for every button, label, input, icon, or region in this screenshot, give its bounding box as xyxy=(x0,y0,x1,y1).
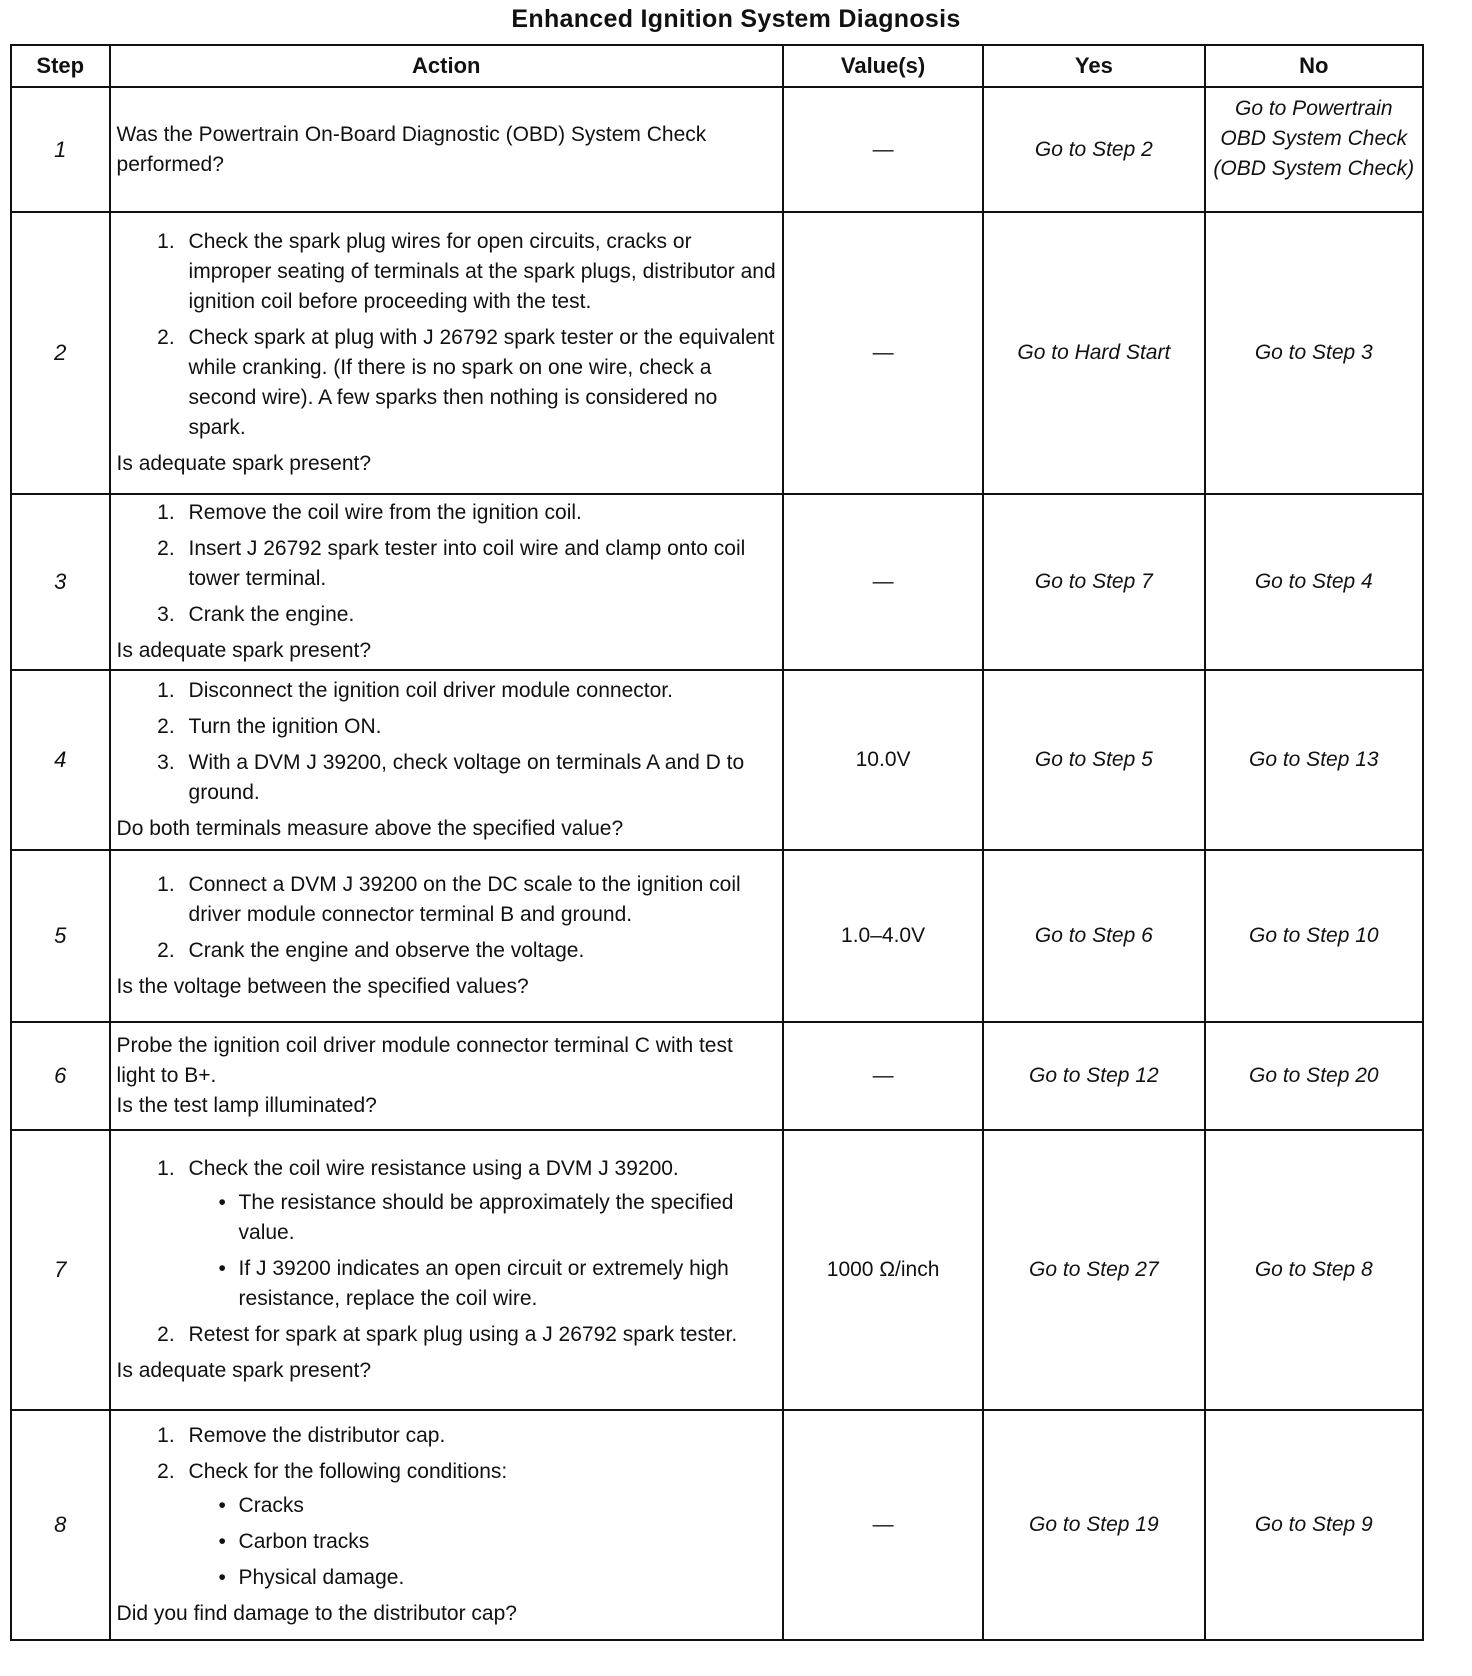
header-values: Value(s) xyxy=(783,45,983,87)
action-cell xyxy=(110,87,783,212)
table-row xyxy=(11,850,1423,1022)
yes-cell: Go to Step 27 xyxy=(983,1130,1204,1410)
no-cell: Go to Powertrain OBD System Check (OBD System Check) xyxy=(1205,87,1423,212)
table-header-row xyxy=(11,45,1423,87)
action-step-text: Check the coil wire resistance using a DVM J 39200. xyxy=(188,1157,679,1180)
action-step xyxy=(181,1457,776,1593)
action-steps-list xyxy=(117,227,776,443)
document-title: Enhanced Ignition System Diagnosis xyxy=(511,5,961,33)
action-substep: • Carbon tracks xyxy=(219,1527,776,1557)
yes-cell: Go to Step 6 xyxy=(983,850,1204,1022)
action-substep: • If J 39200 indicates an open circuit or extremely high resistance, replace the coil wire. xyxy=(219,1254,776,1314)
value-cell: — xyxy=(783,87,983,212)
action-cell xyxy=(110,494,783,670)
action-step: 1. Remove the distributor cap. xyxy=(181,1421,776,1451)
table-row xyxy=(11,1022,1423,1130)
action-step: 1. Remove the coil wire from the ignition coil. xyxy=(181,498,776,528)
step-number: 1 xyxy=(11,87,110,212)
yes-cell: Go to Step 7 xyxy=(983,494,1204,670)
no-cell: Go to Step 20 xyxy=(1205,1022,1423,1130)
yes-cell: Go to Hard Start xyxy=(983,212,1204,494)
action-step: 1. Disconnect the ignition coil driver module connector. xyxy=(181,676,776,706)
value-cell: — xyxy=(783,1410,983,1640)
action-cell xyxy=(110,670,783,850)
action-substeps-list xyxy=(189,1491,776,1593)
action-step: 2. Check spark at plug with J 26792 spark tester or the equivalent while cranking. (If there is no spark on one wire, check a second wire). A few sparks then nothing is considered no spark. xyxy=(181,323,776,443)
yes-cell: Go to Step 5 xyxy=(983,670,1204,850)
yes-cell: Go to Step 12 xyxy=(983,1022,1204,1130)
table-row xyxy=(11,670,1423,850)
action-step: 2. Insert J 26792 spark tester into coil wire and clamp onto coil tower terminal. xyxy=(181,534,776,594)
value-cell: 1.0–4.0V xyxy=(783,850,983,1022)
header-step: Step xyxy=(11,45,110,87)
value-cell: — xyxy=(783,494,983,670)
action-question: Is the voltage between the specified values? xyxy=(116,975,529,998)
action-step: 3. With a DVM J 39200, check voltage on terminals A and D to ground. xyxy=(181,748,776,808)
action-substep: • The resistance should be approximately the specified value. xyxy=(219,1188,776,1248)
step-number: 2 xyxy=(11,212,110,494)
action-question: Is adequate spark present? xyxy=(116,1359,372,1382)
action-steps-list xyxy=(117,1154,776,1350)
no-cell: Go to Step 10 xyxy=(1205,850,1423,1022)
header-no: No xyxy=(1205,45,1423,87)
action-steps-list xyxy=(117,1421,776,1593)
action-question: Is adequate spark present? xyxy=(116,452,372,475)
table-row xyxy=(11,494,1423,670)
value-cell: — xyxy=(783,1022,983,1130)
header-yes: Yes xyxy=(983,45,1204,87)
action-step: 1. Connect a DVM J 39200 on the DC scale to the ignition coil driver module connector terminal B and ground. xyxy=(181,870,776,930)
action-step xyxy=(181,1154,776,1314)
no-cell: Go to Step 9 xyxy=(1205,1410,1423,1640)
action-cell xyxy=(110,1130,783,1410)
step-number: 4 xyxy=(11,670,110,850)
action-question: Is adequate spark present? xyxy=(116,639,372,662)
action-steps-list xyxy=(117,498,776,630)
value-cell: 10.0V xyxy=(783,670,983,850)
action-substeps-list xyxy=(189,1188,776,1314)
action-step: 3. Crank the engine. xyxy=(181,600,776,630)
step-number: 5 xyxy=(11,850,110,1022)
no-cell: Go to Step 3 xyxy=(1205,212,1423,494)
table-row xyxy=(11,1410,1423,1640)
action-step: 1. Check the spark plug wires for open circuits, cracks or improper seating of terminals at the spark plugs, distributor and ignition coil before proceeding with the test. xyxy=(181,227,776,317)
action-cell xyxy=(110,212,783,494)
action-cell xyxy=(110,1410,783,1640)
no-cell: Go to Step 8 xyxy=(1205,1130,1423,1410)
action-step-text: Check for the following conditions: xyxy=(188,1460,508,1483)
no-cell: Go to Step 4 xyxy=(1205,494,1423,670)
action-step: 2. Crank the engine and observe the voltage. xyxy=(181,936,776,966)
no-cell: Go to Step 13 xyxy=(1205,670,1423,850)
action-step: 2. Turn the ignition ON. xyxy=(181,712,776,742)
value-cell: 1000 Ω/inch xyxy=(783,1130,983,1410)
yes-cell: Go to Step 19 xyxy=(983,1410,1204,1640)
action-question: Did you find damage to the distributor cap? xyxy=(116,1602,517,1625)
action-steps-list xyxy=(117,870,776,966)
action-steps-list xyxy=(117,676,776,808)
header-action: Action xyxy=(110,45,783,87)
step-number: 3 xyxy=(11,494,110,670)
yes-cell: Go to Step 2 xyxy=(983,87,1204,212)
action-question: Is the test lamp illuminated? xyxy=(116,1094,377,1117)
table-row xyxy=(11,87,1423,212)
action-cell xyxy=(110,850,783,1022)
action-substep: • Cracks xyxy=(219,1491,776,1521)
action-question: Do both terminals measure above the specified value? xyxy=(116,817,624,840)
value-cell: — xyxy=(783,212,983,494)
table-row xyxy=(11,212,1423,494)
action-step: 2. Retest for spark at spark plug using a J 26792 spark tester. xyxy=(181,1320,776,1350)
step-number: 7 xyxy=(11,1130,110,1410)
step-number: 6 xyxy=(11,1022,110,1130)
diagnosis-table xyxy=(10,44,1424,1641)
action-substep: • Physical damage. xyxy=(219,1563,776,1593)
action-cell xyxy=(110,1022,783,1130)
table-row xyxy=(11,1130,1423,1410)
action-text: Probe the ignition coil driver module connector terminal C with test light to B+. xyxy=(116,1034,733,1087)
action-text: Was the Powertrain On-Board Diagnostic (OBD) System Check performed? xyxy=(116,122,707,176)
step-number: 8 xyxy=(11,1410,110,1640)
